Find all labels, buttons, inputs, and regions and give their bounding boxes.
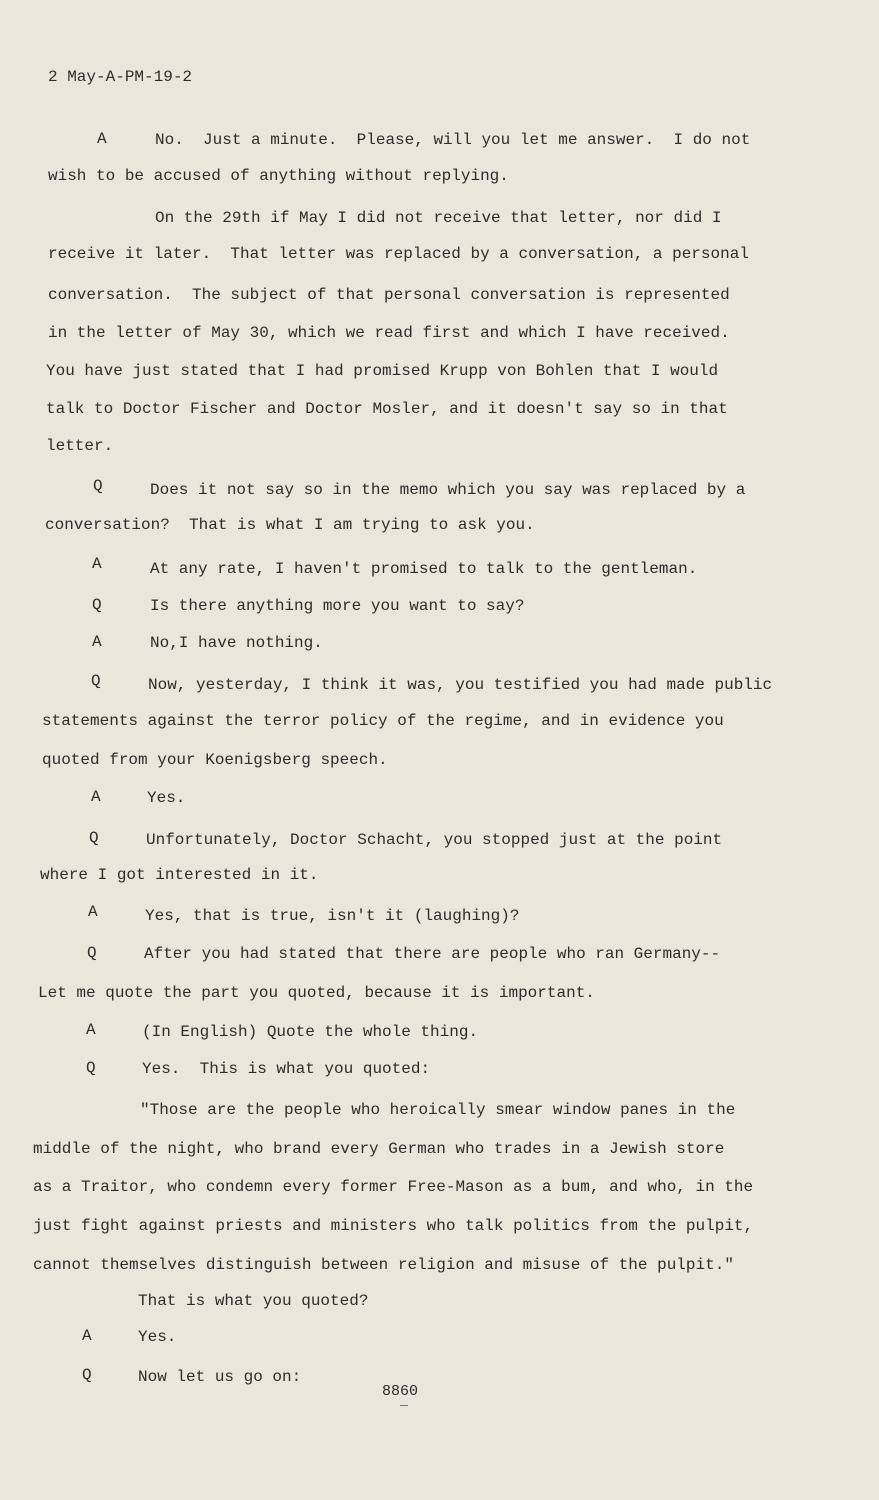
text-line: receive it later. That letter was replaced by a conversation, a personal (48, 245, 749, 263)
text-line: quoted from your Koenigsberg speech. (42, 751, 388, 769)
text-line: On the 29th if May I did not receive that letter, nor did I (155, 209, 722, 227)
speaker-label: A (86, 1021, 96, 1039)
text-line: After you had stated that there are people who ran Germany-- (144, 945, 721, 963)
quote-line: as a Traitor, who condemn every former Free-Mason as a bum, and who, in the (33, 1178, 754, 1196)
speaker-label: Q (87, 944, 97, 962)
text-line: Yes. This is what you quoted: (142, 1060, 431, 1078)
text-line: Unfortunately, Doctor Schacht, you stopped just at the point (146, 831, 723, 849)
speaker-label: A (92, 555, 102, 573)
speaker-label: Q (93, 477, 103, 495)
text-line: Let me quote the part you quoted, because it is important. (38, 984, 595, 1002)
speaker-label: Q (92, 596, 102, 614)
speaker-label: Q (89, 829, 99, 847)
text-line: conversation. The subject of that personal conversation is represented (48, 286, 730, 304)
speaker-label: A (82, 1327, 92, 1345)
text-line: conversation? That is what I am trying to ask you. (45, 516, 535, 534)
speaker-label: A (92, 633, 102, 651)
speaker-label: Q (91, 672, 101, 690)
quote-line: middle of the night, who brand every German who trades in a Jewish store (33, 1140, 725, 1158)
text-line: Is there anything more you want to say? (150, 597, 525, 615)
text-line: No,I have nothing. (150, 634, 323, 652)
speaker-label: Q (82, 1366, 92, 1384)
speaker-label: Q (86, 1059, 96, 1077)
text-line: At any rate, I haven't promised to talk to the gentleman. (150, 560, 698, 578)
quote-line: "Those are the people who heroically smear window panes in the (140, 1101, 736, 1119)
text-line: No. Just a minute. Please, will you let me answer. I do not (155, 131, 751, 149)
text-line: in the letter of May 30, which we read first and which I have received. (48, 324, 730, 342)
text-line: Yes, that is true, isn't it (laughing)? (145, 907, 520, 925)
text-line: (In English) Quote the whole thing. (142, 1023, 479, 1041)
page-number: 8860 (382, 1383, 419, 1400)
text-line: statements against the terror policy of the regime, and in evidence you (42, 712, 724, 730)
speaker-label: A (88, 903, 98, 921)
text-line: That is what you quoted? (138, 1292, 369, 1310)
text-line: Now, yesterday, I think it was, you testified you had made public (148, 676, 773, 694)
text-line: wish to be accused of anything without replying. (48, 167, 509, 185)
text-line: talk to Doctor Fischer and Doctor Mosler, and it doesn't say so in that (46, 400, 728, 418)
text-line: letter. (46, 437, 114, 455)
text-line: where I got interested in it. (40, 866, 319, 884)
quote-line: cannot themselves distinguish between religion and misuse of the pulpit." (33, 1256, 734, 1274)
speaker-label: A (97, 130, 107, 148)
quote-line: just fight against priests and ministers who talk politics from the pulpit, (33, 1217, 754, 1235)
text-line: Yes. (138, 1328, 177, 1346)
text-line: Does it not say so in the memo which you say was replaced by a (150, 481, 746, 499)
speaker-label: A (91, 788, 101, 806)
document-header: 2 May-A-PM-19-2 (48, 68, 193, 86)
text-line: You have just stated that I had promised Krupp von Bohlen that I would (46, 362, 719, 380)
text-line: Yes. (147, 789, 186, 807)
text-line: Now let us go on: (138, 1368, 302, 1386)
